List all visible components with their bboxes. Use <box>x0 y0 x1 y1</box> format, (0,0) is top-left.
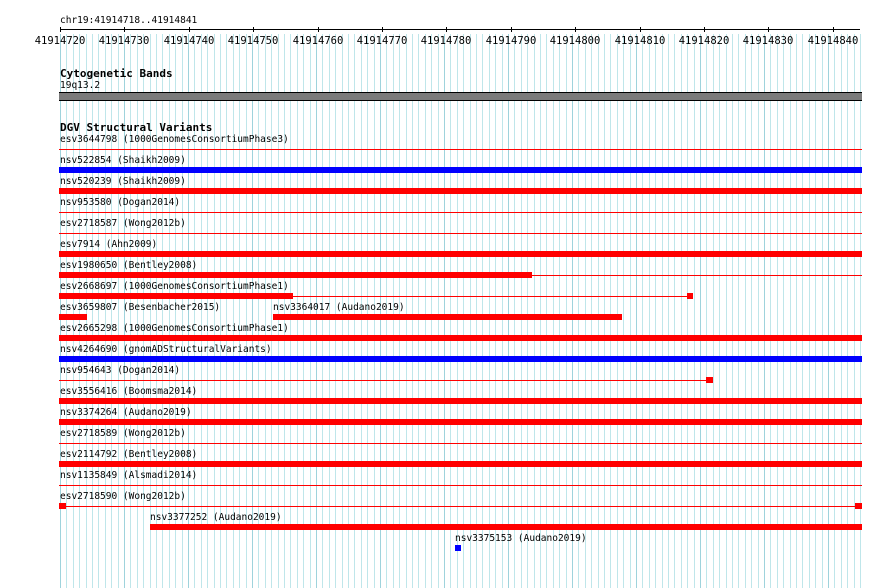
ruler-tick <box>60 27 61 32</box>
grid-line <box>406 34 407 588</box>
grid-line <box>809 34 810 588</box>
ruler-tick-label: 41914720 <box>34 35 86 47</box>
grid-line <box>591 34 592 588</box>
grid-line <box>764 34 765 588</box>
grid-line <box>252 34 253 588</box>
ruler-tick-label: 41914740 <box>163 35 215 47</box>
ruler-title: chr19:41914718..41914841 <box>60 15 198 26</box>
grid-line <box>834 34 835 588</box>
ruler-tick <box>640 27 641 32</box>
dgv-feature-line[interactable] <box>59 233 862 234</box>
dgv-feature-endpoint[interactable] <box>59 503 66 509</box>
ruler-tick-label: 41914810 <box>614 35 666 47</box>
dgv-feature-bar[interactable] <box>59 314 87 320</box>
dgv-feature-endpoint[interactable] <box>855 503 862 509</box>
grid-line <box>508 34 509 588</box>
grid-line <box>226 34 227 588</box>
grid-line <box>495 34 496 588</box>
dgv-feature-bar[interactable] <box>59 251 862 257</box>
dgv-feature-bar[interactable] <box>59 461 862 467</box>
dgv-feature-bar[interactable] <box>59 398 862 404</box>
grid-line <box>521 34 522 588</box>
grid-line <box>700 34 701 588</box>
dgv-feature-mark[interactable] <box>455 545 461 551</box>
dgv-feature-label: nsv4264690 (gnomADStructuralVariants) <box>60 344 272 355</box>
grid-line <box>770 34 771 588</box>
dgv-feature-label: nsv3377252 (Audano2019) <box>150 512 282 523</box>
grid-line <box>790 34 791 588</box>
grid-line <box>431 34 432 588</box>
grid-line <box>610 34 611 588</box>
grid-line <box>604 34 605 588</box>
grid-line <box>559 34 560 588</box>
grid-line <box>751 34 752 588</box>
grid-line <box>815 34 816 588</box>
ruler-tick <box>318 27 319 32</box>
dgv-feature-label: esv2668697 (1000GenomesConsortiumPhase1) <box>60 281 289 292</box>
grid-line <box>796 34 797 588</box>
grid-line <box>598 34 599 588</box>
grid-line <box>578 34 579 588</box>
grid-line <box>572 34 573 588</box>
dgv-feature-line[interactable] <box>59 212 862 213</box>
dgv-feature-bar[interactable] <box>59 188 862 194</box>
grid-line <box>828 34 829 588</box>
dgv-feature-label: nsv520239 (Shaikh2009) <box>60 176 186 187</box>
dgv-feature-label: nsv522854 (Shaikh2009) <box>60 155 186 166</box>
grid-line <box>694 34 695 588</box>
grid-line <box>514 34 515 588</box>
dgv-feature-label: esv2114792 (Bentley2008) <box>60 449 198 460</box>
grid-line <box>630 34 631 588</box>
grid-line <box>489 34 490 588</box>
grid-line <box>642 34 643 588</box>
grid-line <box>726 34 727 588</box>
dgv-feature-bar[interactable] <box>59 293 293 299</box>
dgv-feature-label: esv2718587 (Wong2012b) <box>60 218 186 229</box>
grid-line <box>566 34 567 588</box>
grid-line <box>246 34 247 588</box>
grid-line <box>233 34 234 588</box>
ruler-tick <box>511 27 512 32</box>
cytoband-label: 19q13.2 <box>60 80 101 91</box>
grid-line <box>534 34 535 588</box>
grid-line <box>719 34 720 588</box>
ruler-tick <box>575 27 576 32</box>
dgv-feature-label: esv2665298 (1000GenomesConsortiumPhase1) <box>60 323 289 334</box>
grid-line <box>450 34 451 588</box>
grid-line <box>745 34 746 588</box>
dgv-feature-label: nsv953580 (Dogan2014) <box>60 197 181 208</box>
dgv-feature-label: nsv3374264 (Audano2019) <box>60 407 192 418</box>
grid-line <box>681 34 682 588</box>
dgv-feature-label: esv3556416 (Boomsma2014) <box>60 386 198 397</box>
dgv-feature-endpoint[interactable] <box>706 377 713 383</box>
grid-line <box>502 34 503 588</box>
grid-line <box>847 34 848 588</box>
grid-line <box>738 34 739 588</box>
grid-line <box>540 34 541 588</box>
dgv-feature-label: esv3659807 (Besenbacher2015) <box>60 302 221 313</box>
dgv-feature-bar[interactable] <box>150 524 862 530</box>
grid-line <box>841 34 842 588</box>
ruler-tick-label: 41914730 <box>98 35 150 47</box>
dgv-feature-label: nsv1135849 (Alsmadi2014) <box>60 470 198 481</box>
grid-line <box>239 34 240 588</box>
dgv-feature-label: esv3644798 (1000GenomesConsortiumPhase3) <box>60 134 289 145</box>
ruler-tick-label: 41914830 <box>742 35 794 47</box>
ruler-tick-label: 41914840 <box>807 35 859 47</box>
grid-line <box>617 34 618 588</box>
ruler-tick-label: 41914800 <box>549 35 601 47</box>
ruler-tick <box>382 27 383 32</box>
ruler-tick-label: 41914750 <box>227 35 279 47</box>
grid-line <box>444 34 445 588</box>
dgv-feature-bar[interactable] <box>59 167 862 173</box>
grid-line <box>668 34 669 588</box>
ruler-tick <box>704 27 705 32</box>
grid-line <box>457 34 458 588</box>
grid-line <box>802 34 803 588</box>
dgv-feature-line[interactable] <box>59 485 862 486</box>
dgv-feature-label: esv7914 (Ahn2009) <box>60 239 158 250</box>
dgv-feature-endpoint[interactable] <box>687 293 693 299</box>
grid-line <box>470 34 471 588</box>
grid-line <box>822 34 823 588</box>
grid-line <box>527 34 528 588</box>
grid-line <box>463 34 464 588</box>
ruler-tick <box>833 27 834 32</box>
grid-line <box>553 34 554 588</box>
grid-line <box>649 34 650 588</box>
cytoband-bar[interactable] <box>59 92 862 101</box>
grid-line <box>655 34 656 588</box>
dgv-track-title: DGV Structural Variants <box>60 121 213 134</box>
dgv-feature-line[interactable] <box>59 149 862 150</box>
dgv-feature-bar[interactable] <box>59 356 862 362</box>
dgv-feature-bar[interactable] <box>59 419 862 425</box>
ruler-tick-label: 41914770 <box>356 35 408 47</box>
ruler-tick-label: 41914790 <box>485 35 537 47</box>
grid-line <box>758 34 759 588</box>
grid-line <box>412 34 413 588</box>
grid-line <box>546 34 547 588</box>
dgv-feature-label: nsv3375153 (Audano2019) <box>455 533 587 544</box>
ruler-tick-label: 41914760 <box>292 35 344 47</box>
dgv-feature-bar[interactable] <box>59 335 862 341</box>
ruler-tick-label: 41914820 <box>678 35 730 47</box>
grid-line <box>636 34 637 588</box>
grid-line <box>585 34 586 588</box>
grid-line <box>265 34 266 588</box>
grid-line <box>783 34 784 588</box>
grid-line <box>425 34 426 588</box>
grid-line <box>623 34 624 588</box>
dgv-feature-line[interactable] <box>59 506 862 507</box>
dgv-feature-line[interactable] <box>59 380 712 381</box>
dgv-feature-bar[interactable] <box>273 314 622 320</box>
dgv-feature-line[interactable] <box>59 443 862 444</box>
dgv-feature-label: esv1980650 (Bentley2008) <box>60 260 198 271</box>
grid-line <box>687 34 688 588</box>
ruler-tick <box>189 27 190 32</box>
grid-line <box>777 34 778 588</box>
grid-line <box>418 34 419 588</box>
grid-line <box>713 34 714 588</box>
grid-line <box>271 34 272 588</box>
dgv-feature-label: esv2718589 (Wong2012b) <box>60 428 186 439</box>
cytoband-track-title: Cytogenetic Bands <box>60 67 173 80</box>
dgv-feature-label: nsv3364017 (Audano2019) <box>273 302 405 313</box>
ruler-tick <box>446 27 447 32</box>
dgv-feature-label: nsv954643 (Dogan2014) <box>60 365 181 376</box>
dgv-feature-label: esv2718590 (Wong2012b) <box>60 491 186 502</box>
grid-line <box>476 34 477 588</box>
ruler-tick <box>768 27 769 32</box>
ruler-tick-label: 41914780 <box>420 35 472 47</box>
grid-line <box>732 34 733 588</box>
ruler-tick <box>124 27 125 32</box>
grid-line <box>662 34 663 588</box>
grid-line <box>482 34 483 588</box>
dgv-feature-bar[interactable] <box>59 272 532 278</box>
grid-line <box>706 34 707 588</box>
ruler-tick <box>253 27 254 32</box>
ruler-axis <box>60 29 860 30</box>
grid-line <box>674 34 675 588</box>
grid-line <box>258 34 259 588</box>
grid-line <box>438 34 439 588</box>
